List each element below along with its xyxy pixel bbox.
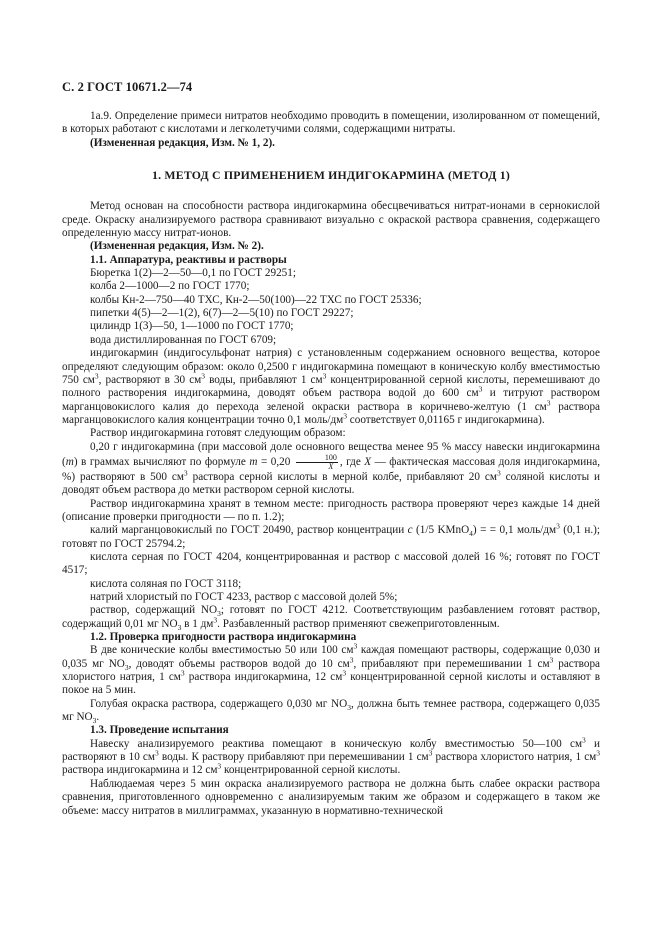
apparatus-item: колба 2—1000—2 по ГОСТ 1770; [90,280,250,293]
apparatus-item: пипетки 4(5)—2—1(2), 6(7)—2—5(10) по ГОСТ 29227; [90,307,354,320]
nitrate-solution-paragraph: раствор, содержащий $NO_3$; готовят по ГОСТ 4212. Соответствующим разбавлением готовят раствор, содержащий 0,01 мг $NO_3$ в 1 $дм^3$. Разбавленный раствор применяют свежеприготовленным. [62,604,600,632]
kmno4-paragraph: калий марганцовокислый по ГОСТ 20490, раствор концентрации c (1/5 KMnO$_4$) = = 0,1 моль/$дм^3$ (0,1 н.); готовят по ГОСТ 25794.2; [62,521,600,550]
subsection-title-1-3: 1.3. Проведение испытания [90,724,229,737]
suitability-paragraph: В две конические колбы вместимостью 50 или 100 $см^3$ каждая помещают растворы, содержащие 0,030 и 0,035 мг $NO_3$, доводят объемы растворов водой до 10 $см^3$, прибавляют при перемешивании 1 $см^3$ раствора хлористого натрия, 1 $см^3$ раствора индигокармина, 12 $см^3$ концентрированной серной кислоты и оставляют в покое на 5 мин. [62,641,600,697]
indigocarmine-paragraph: индигокармин (индигосульфонат натрия) с установленным содержанием основного вещества, которое определяют следующим образом: около 0,2500 г индигокармина помещают в коническую колбу вместимостью 750 $см^3$, растворяют в 30 $см^3$ воды, прибавляют 1 $см^3$ концентрированной серной кислоты, перемешивают до полного растворения индигокармина, доводят объем раствора водой до 600 $см^3$ и титруют раствором марганцовокислого калия до перехода зеленой окраски раствора в коричнево-желтую (1 $см^3$ раствора марганцовокислого калия концентрации точно 0,1 моль/$дм^3$ соответствует 0,01165 г индигокармина). [62,347,601,426]
apparatus-item: Бюретка 1(2)—2—50—0,1 по ГОСТ 29251; [90,267,296,280]
edition-note: (Измененная редакция, Изм. № 1, 2). [90,136,275,149]
apparatus-item: цилиндр 1(3)—50, 1—1000 по ГОСТ 1770; [90,320,294,333]
paragraph-1a9: 1а.9. Определение примеси нитратов необходимо проводить в помещении, изолированном от помещений, в которых работают с кислотами и легколетучими солями, содержащими нитраты. [62,110,600,136]
sulfuric-acid-paragraph: кислота серная по ГОСТ 4204, концентрированная и раствор с массовой долей 16 %; готовят по ГОСТ 4517; [62,550,600,577]
document-body [62,110,600,818]
subsection-title-1-1: 1.1. Аппаратура, реактивы и растворы [90,253,287,266]
preparation-title: Раствор индигокармина готовят следующим образом: [90,427,346,440]
section-title: 1. МЕТОД С ПРИМЕНЕНИЕМ ИНДИГОКАРМИНА (МЕТОД 1) [152,168,510,183]
formula-fraction: $\frac{100}{X}$ [296,454,338,471]
preparation-paragraph: 0,20 г индигокармина (при массовой доле основного вещества менее 95 % массу навески индигокармина (m) в граммах вычисляют по формуле m = 0,20 $\frac{100}{X}$ , где X — фактическая массовая доля индигокармина, %) растворяют в 500 $см^3$ раствора серной кислоты в мерной колбе, прибавляют 20 $см^3$ соляной кислоты и доводят объем раствора до метки раствором серной кислоты. [62,440,600,497]
edition-note: (Измененная редакция, Изм. № 2). [90,240,264,253]
blue-color-paragraph: Голубая окраска раствора, содержащего 0,030 мг $NO_3$, должна быть темнее раствора, содержащего 0,035 мг $NO_3$. [62,697,600,726]
subsection-title-1-2: 1.2. Проверка пригодности раствора индигокармина [90,631,357,644]
apparatus-item: колбы Кн-2—750—40 ТХС, Кн-2—50(100)—22 ТХС по ГОСТ 25336; [90,293,422,306]
storage-paragraph: Раствор индигокармина хранят в темном месте: пригодность раствора проверяют через каждые 14 дней (описание проверки пригодности — по п. 1.2); [62,497,600,523]
observation-paragraph: Наблюдаемая через 5 мин окраска анализируемого раствора не должна быть слабее окраски раствора сравнения, приготовленного одновременно с анализируемым таким же образом и содержащего в таком же объеме: массу нитратов в миллиграммах, указанную в нормативно-технической [62,777,600,817]
sodium-chloride-paragraph: натрий хлористый по ГОСТ 4233, раствор с массовой долей 5%; [90,591,398,603]
method-paragraph: Метод основан на способности раствора индигокармина обесцвечиваться нитрат-ионами в сернокислой среде. Окраску анализируемого раствора сравнивают визуально с окраской раствора сравнения, содержащего определенную массу нитрат-ионов. [62,200,600,240]
apparatus-item: вода дистиллированная по ГОСТ 6709; [90,333,277,346]
test-procedure-paragraph: Навеску анализируемого реактива помещают в коническую колбу вместимостью 50—100 $см^3$ и растворяют в 10 $см^3$ воды. К раствору прибавляют при перемешивании 1 $см^3$ раствора хлористого натрия, 1 $см^3$ раствора индигокармина и 12 $см^3$ концентрированной серной кислоты. [62,735,600,777]
hydrochloric-acid-paragraph: кислота соляная по ГОСТ 3118; [90,577,242,590]
page-header: С. 2 ГОСТ 10671.2—74 [62,80,193,94]
